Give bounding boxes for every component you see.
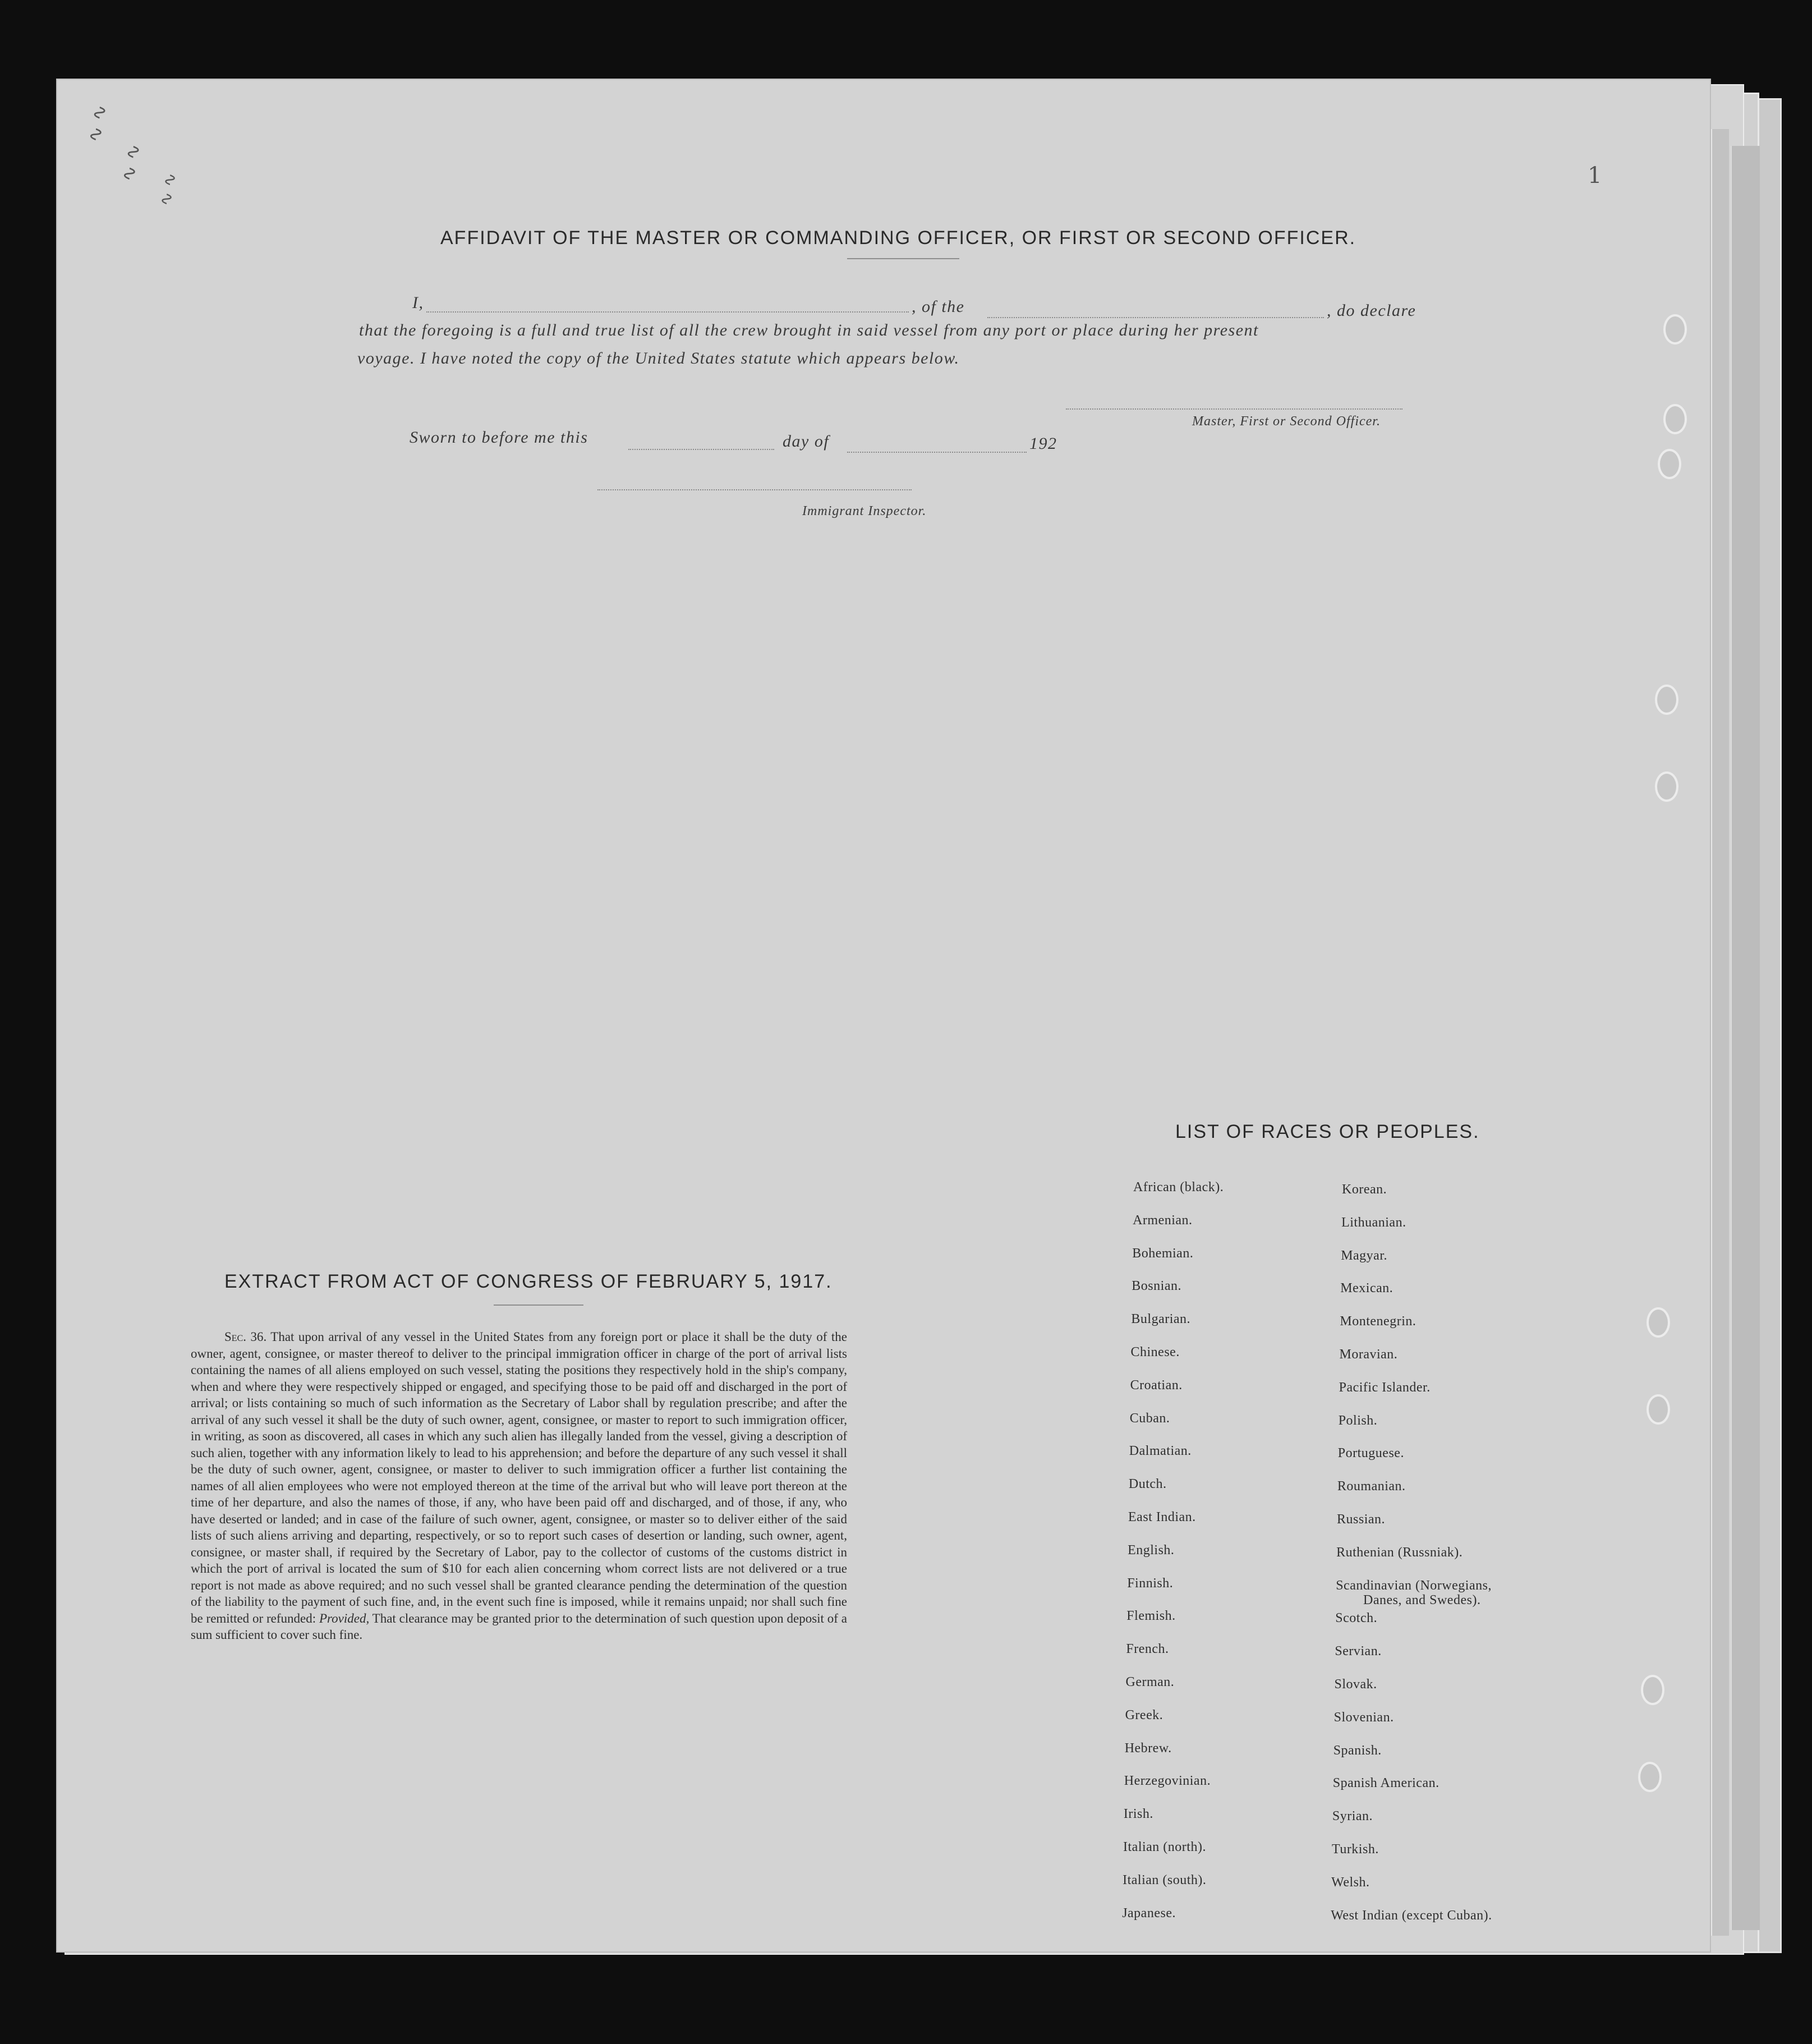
race-item: Montenegrin.: [1340, 1314, 1417, 1329]
race-item: East Indian.: [1128, 1510, 1196, 1524]
race-item: Greek.: [1125, 1707, 1163, 1723]
race-item: Roumanian.: [1337, 1479, 1406, 1494]
extract-text-end: That clearance may be granted prior to the determination of such question upon deposit of a sum sufficient to cover such fine.: [191, 1611, 847, 1642]
race-item: Turkish.: [1332, 1842, 1379, 1857]
title-underline: [847, 258, 959, 259]
affidavit-line3: voyage. I have noted the copy of the United States statute which appears below.: [357, 349, 960, 368]
master-caption: Master, First or Second Officer.: [1192, 414, 1381, 429]
handwritten-note: ∿ ∿: [83, 103, 112, 144]
sworn-month-line: [847, 452, 1027, 453]
extract-text-main: That upon arrival of any vessel in the United States from any foreign port or place it shall be the duty of the owner, agent, consignee, or master thereof to deliver to the principal immigration officer in charge of the port of arrival lists containing the names of all aliens employed on such vessel, stating the positions they respectively hold in the ship's company, when and where they were respectively shipped or engaged, and specifying those to be paid off and discharged in the port of arrival; or lists containing so much of such information as the Secretary of Labor shall by regulation prescribe; and after the arrival of any such vessel it shall be the duty of such owner, agent, consignee, or master to report to such immigration officer, in writing, as soon as discovered, all cases in which any such alien has illegally landed from the vessel, giving a description of such alien, together with any information likely to lead to his apprehension; and before the departure of any such vessel it shall be the duty of such owner, agent, consignee, or master to deliver to such immigration officer a further list containing the names of all alien employees who were not employed thereon at the time of the arrival but who will leave port thereon at the time of her departure, and also the names of those, if any, who have been paid off and discharged, and of those, if any, who have deserted or landed; and in case of the failure of such owner, agent, consignee, or master so to deliver either of the said lists of such aliens arriving and departing, respectively, or so to report such cases of desertion or landing, such owner, agent, consignee, or master shall, if required by the Secretary of Labor, pay to the collector of customs of the customs district in which the port of arrival is located the sum of $10 for each alien concerning whom correct lists are not delivered or a true report is not made as above required; and no such vessel shall be granted clearance pending the determination of the question of the liability to the payment of such fine, and, in the event such fine is imposed, while it remains unpaid; nor shall such fine be remitted or refunded:: [191, 1330, 847, 1625]
race-item: Syrian.: [1332, 1809, 1373, 1824]
race-item: English.: [1128, 1542, 1175, 1558]
vessel-name-line: [987, 317, 1324, 318]
race-item: Slovak.: [1334, 1677, 1377, 1692]
page-edge: [1731, 146, 1760, 1930]
race-item: Dutch.: [1128, 1477, 1167, 1492]
inspector-signature-line: [597, 489, 912, 490]
race-item: Italian (south).: [1123, 1872, 1207, 1887]
extract-title-underline: [494, 1305, 583, 1306]
punch-hole: [1647, 1394, 1670, 1425]
handwritten-note: ∿ ∿: [117, 142, 146, 183]
race-item: Slovenian.: [1333, 1710, 1394, 1725]
race-item: Russian.: [1337, 1512, 1386, 1527]
race-item: Herzegovinian.: [1124, 1774, 1211, 1789]
race-item: Bosnian.: [1132, 1279, 1181, 1294]
race-item: Bohemian.: [1132, 1246, 1194, 1261]
punch-hole: [1655, 685, 1678, 715]
race-item: German.: [1125, 1675, 1175, 1689]
affiant-prefix: I,: [412, 293, 424, 312]
page-edge: [1711, 129, 1729, 1936]
race-item: Servian.: [1335, 1644, 1382, 1659]
race-item: Moravian.: [1339, 1347, 1398, 1362]
race-item: Cuban.: [1129, 1411, 1170, 1426]
race-item: Welsh.: [1331, 1875, 1370, 1890]
race-item: Scotch.: [1335, 1611, 1378, 1626]
race-item: African (black).: [1133, 1180, 1224, 1195]
race-item: French.: [1126, 1642, 1169, 1657]
race-item: Portuguese.: [1337, 1446, 1404, 1461]
race-item: Finnish.: [1127, 1576, 1174, 1591]
punch-hole: [1655, 771, 1678, 802]
race-item: Croatian.: [1130, 1377, 1183, 1393]
year-label: 192: [1029, 434, 1057, 453]
race-item: Japanese.: [1122, 1905, 1176, 1921]
punch-hole: [1663, 404, 1687, 434]
do-declare-label: , do declare: [1327, 301, 1417, 320]
race-item: Spanish.: [1333, 1743, 1382, 1758]
race-item: Mexican.: [1340, 1281, 1394, 1296]
punch-hole: [1638, 1762, 1662, 1792]
punch-hole: [1658, 449, 1681, 479]
master-signature-line: [1066, 408, 1402, 410]
race-item: Pacific Islander.: [1339, 1380, 1431, 1395]
punch-hole: [1647, 1307, 1670, 1338]
race-item: West Indian (except Cuban).: [1331, 1908, 1492, 1923]
extract-title: EXTRACT FROM ACT OF CONGRESS OF FEBRUARY 5, 1917.: [224, 1271, 833, 1292]
affidavit-line2: that the foregoing is a full and true list of all the crew brought in said vessel from any port or place during her present: [359, 321, 1259, 339]
of-the-label: , of the: [912, 297, 965, 316]
day-of-label: day of: [783, 432, 830, 451]
inspector-caption: Immigrant Inspector.: [802, 504, 927, 518]
race-item: Flemish.: [1126, 1609, 1176, 1624]
race-item: Dalmatian.: [1129, 1444, 1192, 1459]
sworn-label: Sworn to before me this: [410, 428, 588, 447]
race-item: Spanish American.: [1332, 1776, 1440, 1791]
provided-term: Provided,: [319, 1611, 370, 1625]
race-item: Danes, and Swedes).: [1363, 1592, 1481, 1607]
sworn-day-line: [628, 449, 774, 450]
races-title: LIST OF RACES OR PEOPLES.: [1175, 1121, 1480, 1142]
punch-hole: [1641, 1675, 1664, 1705]
affiant-name-line: [426, 311, 909, 313]
page-number: 1: [1588, 163, 1602, 189]
race-item: Chinese.: [1130, 1345, 1180, 1359]
race-item: Italian (north).: [1123, 1840, 1206, 1854]
section-label: Sec. 36.: [224, 1330, 267, 1344]
race-item: Irish.: [1123, 1807, 1153, 1822]
race-item: Korean.: [1342, 1182, 1387, 1197]
affidavit-title: AFFIDAVIT OF THE MASTER OR COMMANDING OFFICER, OR FIRST OR SECOND OFFICER.: [440, 227, 1356, 249]
race-item: Ruthenian (Russniak).: [1336, 1545, 1463, 1560]
race-item: Scandinavian (Norwegians,: [1336, 1578, 1492, 1593]
race-item: Magyar.: [1341, 1248, 1387, 1263]
handwritten-note: ∿ ∿: [155, 171, 181, 208]
race-item: Polish.: [1338, 1413, 1378, 1428]
race-item: Armenian.: [1133, 1212, 1193, 1228]
race-item: Hebrew.: [1124, 1740, 1172, 1756]
race-item: Bulgarian.: [1131, 1312, 1191, 1327]
extract-body: [191, 1329, 847, 1643]
race-item: Lithuanian.: [1341, 1215, 1406, 1230]
punch-hole: [1663, 314, 1687, 345]
